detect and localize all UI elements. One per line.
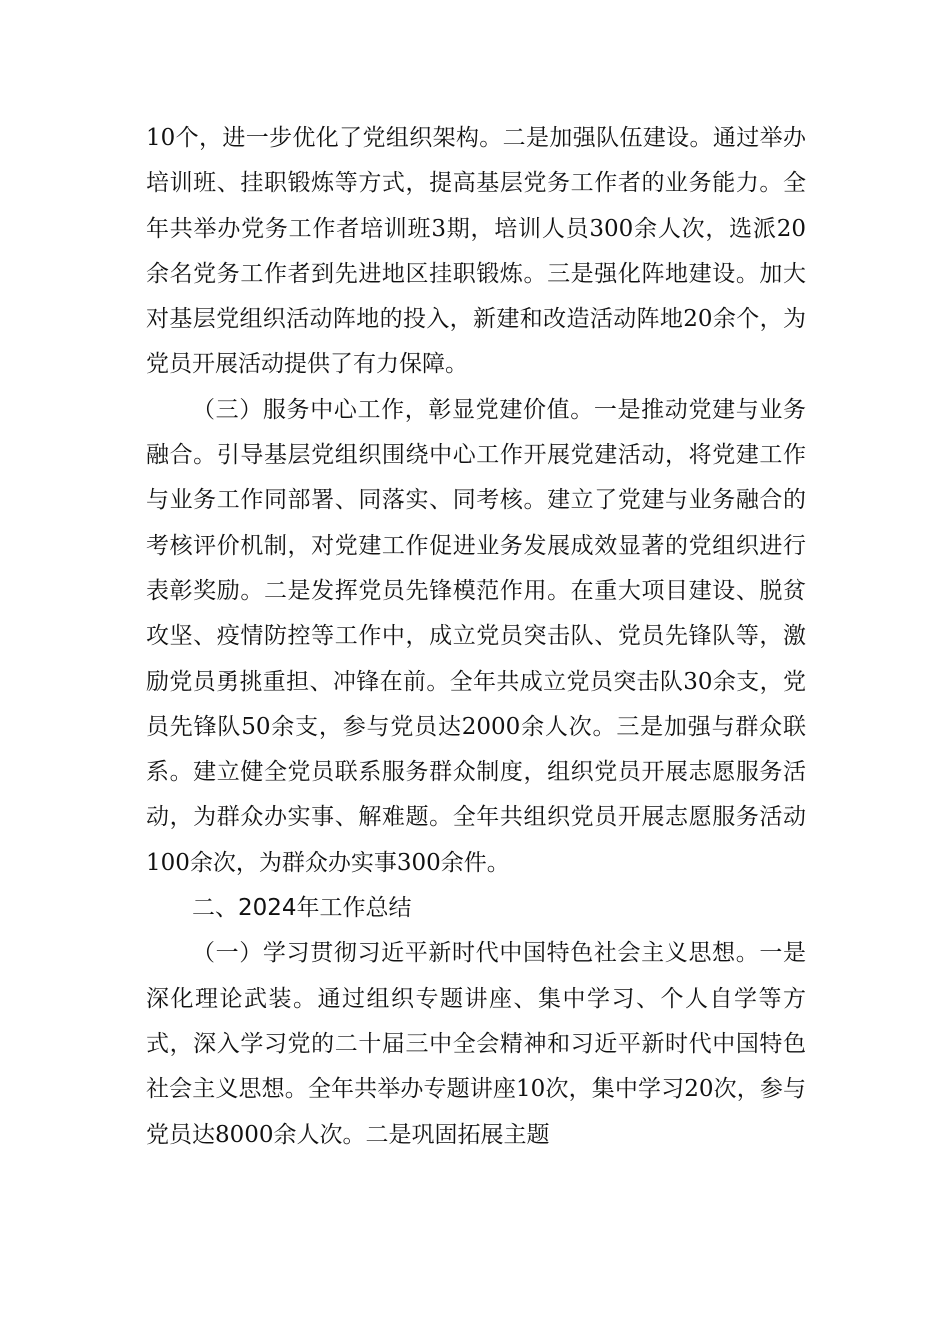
document-page <box>146 116 806 1158</box>
subheading-serve-center-work: （三）服务中心工作，彰显党建价值。 <box>192 396 594 423</box>
paragraph-study-thought <box>146 931 806 1157</box>
subheading-study-thought: （一）学习贯彻习近平新时代中国特色社会主义思想。 <box>192 940 760 967</box>
section-heading-2024-summary: 二、2024年工作总结 <box>192 895 412 922</box>
paragraph-body-study-thought: 一是深化理论武装。通过组织专题讲座、集中学习、个人自学等方式，深入学习党的二十届三中全会精神和习近平新时代中国特色社会主义思想。全年共举办专题讲座10次，集中学习20次，参与党员达8000余人次。二是巩固拓展主题 <box>146 940 807 1148</box>
paragraph-serve-center-work <box>146 388 806 886</box>
paragraph-body-serve-center-work: 一是推动党建与业务融合。引导基层党组织围绕中心工作开展党建活动，将党建工作与业务工作同部署、同落实、同考核。建立了党建与业务融合的考核评价机制，对党建工作促进业务发展成效显著的党组织进行表彰奖励。二是发挥党员先锋模范作用。在重大项目建设、脱贫攻坚、疫情防控等工作中，成立党员突击队、党员先锋队等，激励党员勇挑重担、冲锋在前。全年共成立党员突击队30余支，党员先锋队50余支，参与党员达2000余人次。三是加强与群众联系。建立健全党员联系服务群众制度，组织党员开展志愿服务活动，为群众办实事、解难题。全年共组织党员开展志愿服务活动100余次，为群众办实事300余件。 <box>146 396 807 876</box>
paragraph-party-organization: 10个，进一步优化了党组织架构。二是加强队伍建设。通过举办培训班、挂职锻炼等方式，提高基层党务工作者的业务能力。全年共举办党务工作者培训班3期，培训人员300余人次，选派20余名党务工作者到先进地区挂职锻炼。三是强化阵地建设。加大对基层党组织活动阵地的投入，新建和改造活动阵地20余个，为党员开展活动提供了有力保障。 <box>146 125 806 378</box>
